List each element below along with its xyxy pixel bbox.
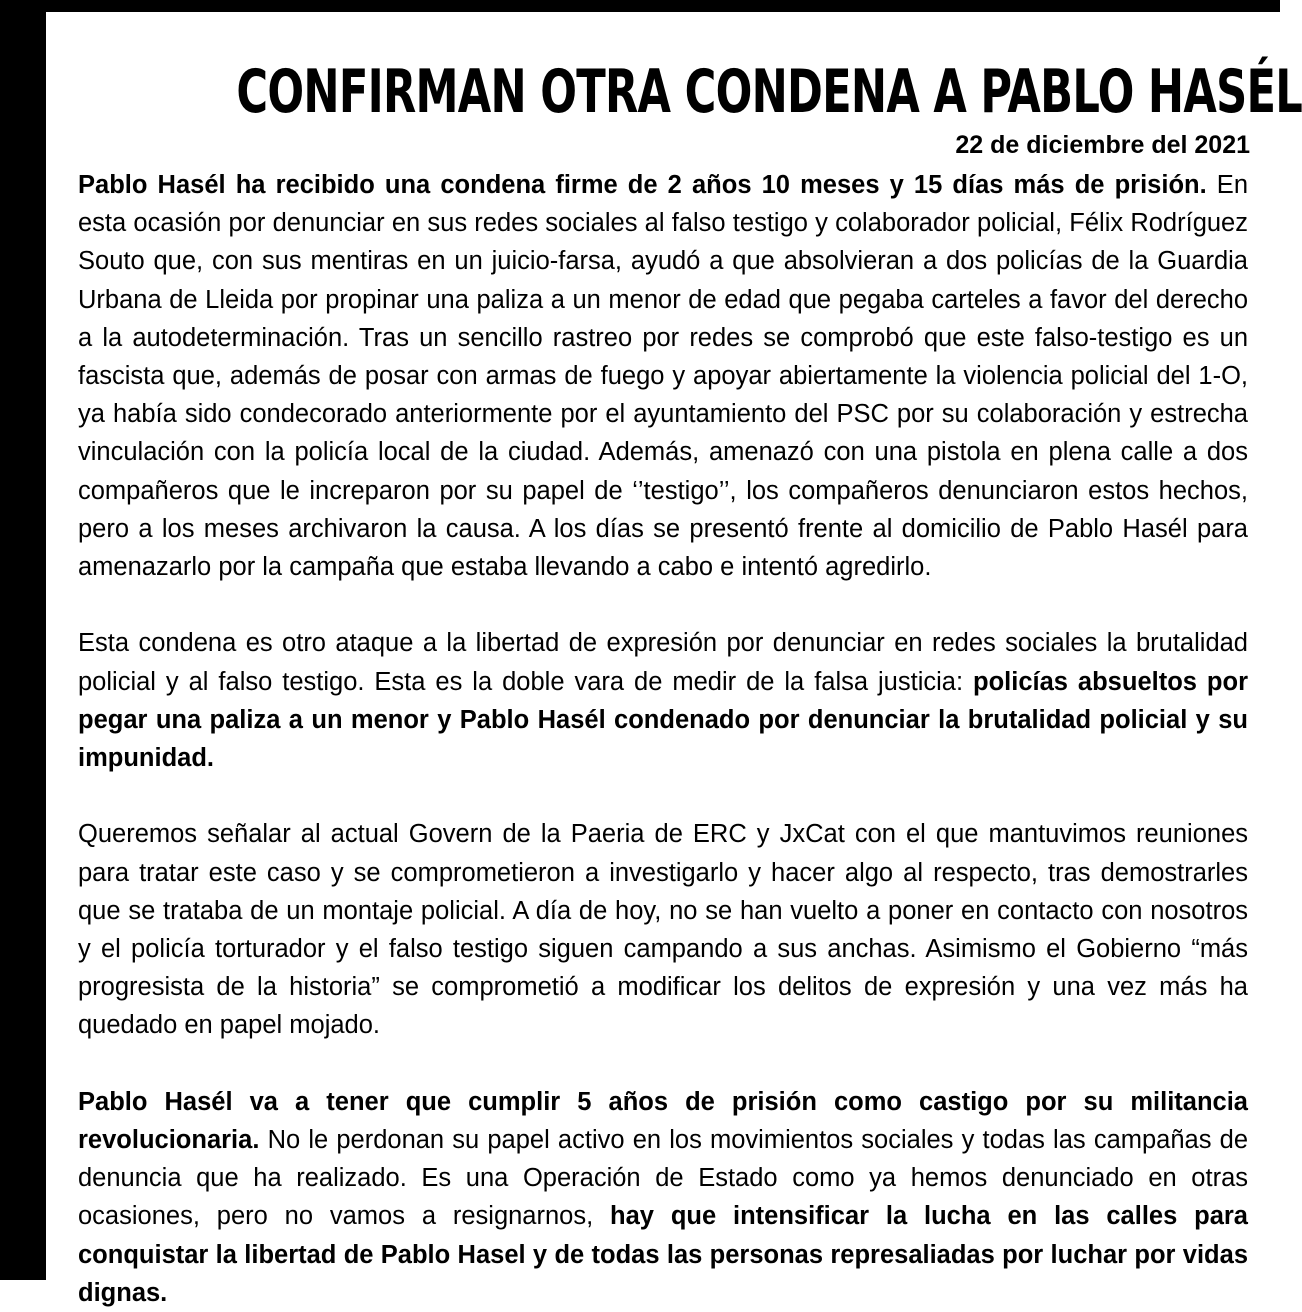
paragraph-1-text: En esta ocasión por denunciar en sus redes sociales al falso testigo y colaborador policial, Félix Rodríguez Souto que, con sus mentiras en un juicio-farsa, ayudó a que absolvieran a dos policías de la Guardia Urbana de Lleida por propinar una paliza a un menor de edad que pegaba carteles a favor del derecho a la autodeterminación. Tras un sencillo rastreo por redes se comprobó que este falso-testigo es un fascista que, además de posar con armas de fuego y apoyar abiertamente la violencia policial del 1-O, ya había sido condecorado anteriormente por el ayuntamiento del PSC por su colaboración y estrecha vinculación con la policía local de la ciudad. Además, amenazó con una pistola en plena calle a dos compañeros que le increparon por su papel de ‘’testigo’’, los compañeros denunciaron estos hechos, pero a los meses archivaron la causa. A los días se presentó frente al domicilio de Pablo Hasél para amenazarlo por la campaña que estaba llevando a cabo e intentó agredirlo. xyxy=(78,171,1248,582)
paragraph-2-text: Esta condena es otro ataque a la libertad de expresión por denunciar en redes sociales la brutalidad policial y al falso testigo. Esta es la doble vara de medir de la falsa justicia: xyxy=(78,629,1248,696)
paragraph-2-bold-tail: policías absueltos por pegar una paliza a un menor y Pablo Hasél condenado por denunciar la brutalidad policial y su impunidad. xyxy=(78,667,1248,773)
paragraph-4-bold-tail: hay que intensificar la lucha en las calles para conquistar la libertad de Pablo Hasel y de todas las personas represaliadas por luchar por vidas dignas. xyxy=(78,1202,1248,1307)
paragraph-1-bold-lead: Pablo Hasél ha recibido una condena firme de 2 años 10 meses y 15 días más de prisión. xyxy=(78,171,1207,199)
top-border-bar xyxy=(0,0,1280,46)
paragraph-2 xyxy=(78,624,1248,777)
article-body xyxy=(78,166,1248,1312)
paragraph-3 xyxy=(78,815,1248,1044)
paragraph-3-text: Queremos señalar al actual Govern de la Paeria de ERC y JxCat con el que mantuvimos reuniones para tratar este caso y se comprometieron a investigarlo y hacer algo al respecto, tras demostrarles que se trataba de un montaje policial. A día de hoy, no se han vuelto a poner en contacto con nosotros y el policía torturador y el falso testigo siguen campando a sus anchas. Asimismo el Gobierno “más progresista de la historia” se comprometió a modificar los delitos de expresión y una vez más ha quedado en papel mojado. xyxy=(78,820,1248,1040)
publication-date: 22 de diciembre del 2021 xyxy=(955,131,1250,159)
paragraph-4 xyxy=(78,1083,1248,1312)
left-border-bar xyxy=(0,0,46,1280)
page-title: CONFIRMAN OTRA CONDENA A PABLO HASÉL xyxy=(236,57,1302,127)
top-border-notch xyxy=(46,12,1280,46)
paragraph-4-bold-lead: Pablo Hasél va a tener que cumplir 5 años de prisión como castigo por su militancia revolucionaria. xyxy=(78,1087,1248,1155)
paragraph-4-text: No le perdonan su papel activo en los movimientos sociales y todas las campañas de denuncia que ha realizado. Es una Operación de Estado como ya hemos denunciado en otras ocasiones, pero no vamos a resignarnos, xyxy=(78,1126,1248,1231)
paragraph-1 xyxy=(78,166,1248,586)
